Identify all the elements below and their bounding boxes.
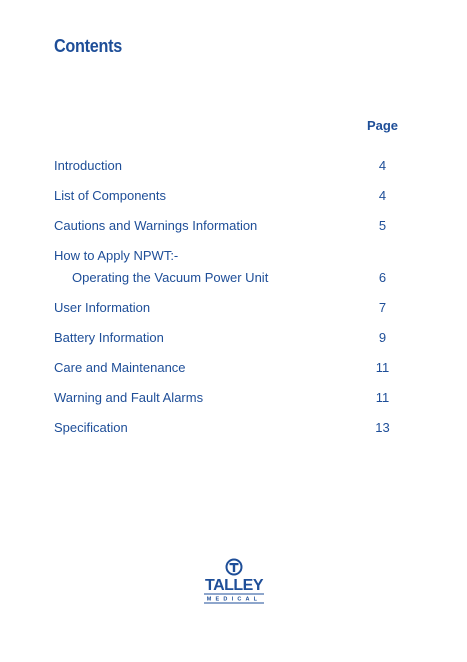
- toc-entry-label: Introduction: [54, 158, 122, 173]
- toc-entry-label: User Information: [54, 300, 151, 315]
- logo-subtitle: MEDICAL: [206, 596, 262, 603]
- logo-wordmark: TALLEY: [204, 577, 264, 594]
- toc-entry-introduction[interactable]: [54, 158, 415, 176]
- toc-entry-label: Care and Maintenance: [54, 360, 186, 375]
- toc-entry-battery-information[interactable]: [54, 330, 415, 348]
- toc-entry-page: 9: [378, 330, 387, 345]
- toc-entry-label: Warning and Fault Alarms: [54, 390, 204, 405]
- toc-entry-how-to-apply[interactable]: [54, 248, 415, 266]
- toc-entry-page: 5: [378, 218, 387, 233]
- toc-entry-warning-fault-alarms[interactable]: [54, 390, 415, 408]
- toc-entry-page: 13: [375, 420, 390, 435]
- toc-entry-care-maintenance[interactable]: [54, 360, 415, 378]
- toc-entry-label: Specification: [54, 420, 128, 435]
- toc-entry-operating-vacuum-unit[interactable]: [54, 270, 415, 288]
- toc-entry-label: List of Components: [54, 188, 167, 203]
- toc-entry-label: How to Apply NPWT:-: [54, 248, 179, 263]
- page-title: Contents: [54, 36, 123, 56]
- toc-entry-label: Operating the Vacuum Power Unit: [72, 270, 269, 285]
- page-column-header: Page: [366, 118, 399, 133]
- toc-entry-cautions-warnings[interactable]: [54, 218, 415, 236]
- toc-entry-page: 11: [375, 390, 390, 405]
- toc-entry-label: Cautions and Warnings Information: [54, 218, 258, 233]
- toc-entry-page: 4: [378, 188, 387, 203]
- toc-entry-specification[interactable]: [54, 420, 415, 438]
- talley-medical-logo: [200, 558, 268, 606]
- toc-entry-page: 6: [378, 270, 387, 285]
- toc-entry-page: 4: [378, 158, 387, 173]
- toc-entry-page: 7: [378, 300, 387, 315]
- toc-entry-list-of-components[interactable]: [54, 188, 415, 206]
- talley-medical-logo-graphic: [200, 558, 268, 606]
- toc-entry-page: 11: [375, 360, 390, 375]
- toc-entry-label: Battery Information: [54, 330, 164, 345]
- toc-entry-user-information[interactable]: [54, 300, 415, 318]
